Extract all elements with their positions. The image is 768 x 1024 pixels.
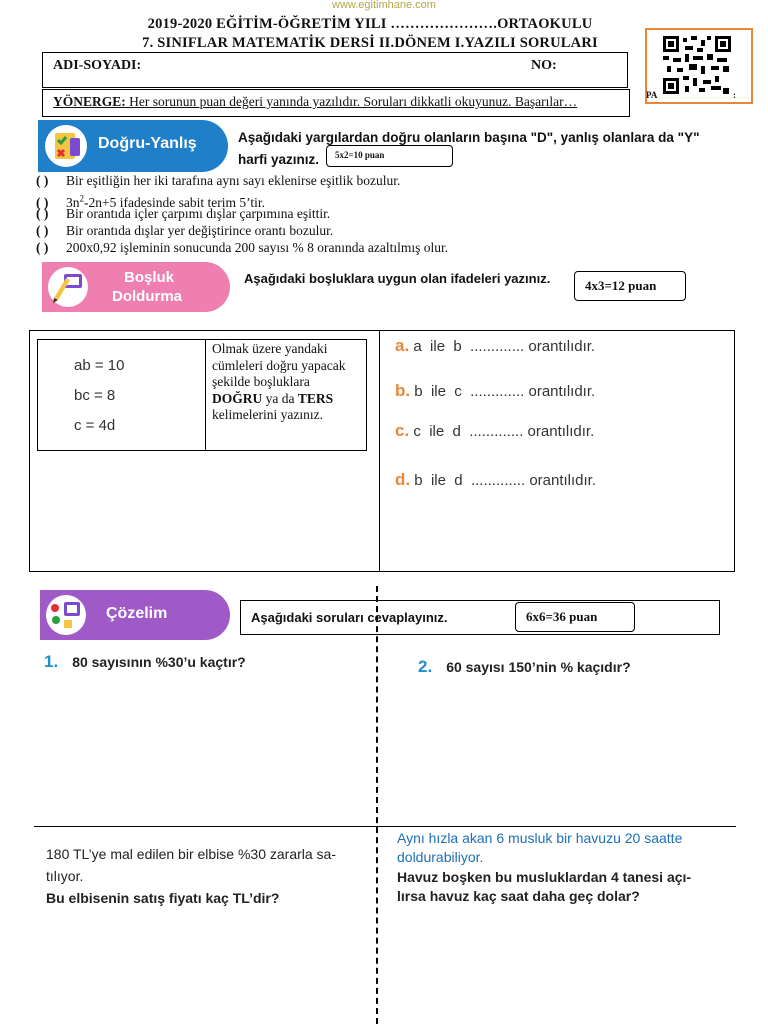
fill-blank-letter: d. xyxy=(395,470,411,489)
directive-box xyxy=(42,89,630,117)
question-4-line: Havuz boşken bu musluklardan 4 tanesi açı- xyxy=(397,869,692,885)
solve-badge xyxy=(40,590,230,640)
question-3 xyxy=(46,843,336,909)
fill-blank-text[interactable]: b ile c ............. orantılıdır. xyxy=(410,383,596,400)
true-false-item xyxy=(36,223,333,240)
fill-blank-item xyxy=(395,336,595,356)
no-label: NO: xyxy=(531,58,557,73)
fill-blank-points xyxy=(574,271,686,301)
fill-blank-letter: b. xyxy=(395,381,411,400)
solve-points-label: 6x6=36 puan xyxy=(526,609,598,624)
equation-note xyxy=(212,341,372,424)
true-false-item-text: Bir orantıda içler çarpımı dışlar çarpımına eşittir. xyxy=(66,206,331,221)
fill-blank-item xyxy=(395,421,594,441)
fill-blank-instruction: Aşağıdaki boşluklara uygun olan ifadeleri yazınız. xyxy=(244,271,551,286)
directive-label: YÖNERGE: xyxy=(53,94,126,109)
note-line xyxy=(212,391,372,408)
directive xyxy=(53,94,577,110)
question-number: 2. xyxy=(418,657,433,676)
qr-code-icon xyxy=(663,36,731,94)
answer-paren[interactable]: ( ) xyxy=(36,223,49,238)
exam-title-line1: 2019-2020 EĞİTİM-ÖĞRETİM YILI ………………….ORTAOKULU xyxy=(147,16,593,32)
fill-blank-divider xyxy=(379,331,380,571)
fill-blank-item xyxy=(395,470,596,490)
question-4-line: doldurabiliyor. xyxy=(397,849,484,865)
site-watermark: www.egitimhane.com xyxy=(332,0,436,11)
checklist-icon xyxy=(44,124,88,168)
solve-badge-label: Çözelim xyxy=(106,605,168,622)
question-4-line: lırsa havuz kaç saat daha geç dolar? xyxy=(397,888,640,904)
fill-blank-badge-label2: Doldurma xyxy=(112,288,183,305)
directive-text: Her sorunun puan değeri yanında yazılıdır. Soruları dikkatli okuyunuz. Başarılar… xyxy=(125,94,578,109)
question-text: 60 sayısı 150’nin % kaçıdır? xyxy=(446,659,631,675)
true-false-item-text: Bir orantıda dışlar yer değiştirince orantı bozulur. xyxy=(66,223,334,238)
question-3-line: Bu elbisenin satış fiyatı kaç TL’dir? xyxy=(46,890,280,906)
note-line: cümleleri doğru yapacak xyxy=(212,357,346,373)
equation: ab = 10 xyxy=(74,357,125,374)
fill-blank-letter: a. xyxy=(395,336,410,355)
note-line: kelimelerini yazınız. xyxy=(212,407,323,422)
fill-blank-text[interactable]: c ile d ............. orantılıdır. xyxy=(409,423,595,440)
equation-table xyxy=(37,339,367,451)
equation: bc = 8 xyxy=(74,387,116,404)
question-4-line: Aynı hızla akan 6 musluk bir havuzu 20 saatte xyxy=(397,830,683,846)
true-false-item xyxy=(36,206,330,223)
true-false-instruction-line1: Aşağıdaki yargılardan doğru olanların başına "D", yanlış olanlara da "Y" xyxy=(238,130,700,145)
solve-instruction-box xyxy=(240,600,720,635)
answer-paren[interactable]: ( ) xyxy=(36,206,49,221)
note-ters: TERS xyxy=(297,390,334,406)
question-1 xyxy=(44,652,246,672)
question-3-line: 180 TL’ye mal edilen bir elbise %30 zararla sa- xyxy=(46,846,337,862)
fill-blank-text[interactable]: a ile b ............. orantılıdır. xyxy=(409,338,596,355)
true-false-instruction-line2: harfi yazınız. xyxy=(238,152,320,167)
qr-colon: : xyxy=(733,90,736,100)
question-number: 1. xyxy=(44,652,59,671)
answer-paren[interactable]: ( ) xyxy=(36,240,49,255)
solve-points xyxy=(515,602,635,632)
solve-instruction: Aşağıdaki soruları cevaplayınız. xyxy=(251,610,448,625)
fill-blank-letter: c. xyxy=(395,421,410,440)
qr-code-box xyxy=(645,28,753,104)
true-false-item xyxy=(36,240,448,257)
fill-blank-item xyxy=(395,381,595,401)
equation: c = 4d xyxy=(74,417,116,434)
qr-caption: PA xyxy=(646,90,658,100)
name-label: ADI-SOYADI: xyxy=(53,58,142,73)
equation-table-divider xyxy=(205,340,206,450)
question-4 xyxy=(397,829,691,906)
center-dashed-divider xyxy=(376,586,378,1024)
fill-blank-text[interactable]: b ile d ............. orantılıdır. xyxy=(410,472,597,489)
fill-blank-badge-label1: Boşluk xyxy=(124,269,175,286)
true-false-item-text: $3n^2-2n+5$ ifadesinde sabit terim 5’tir. xyxy=(66,193,265,210)
note-ya-da: ya da xyxy=(262,390,298,406)
true-false-item-text: 200x0,92 işleminin sonucunda 200 sayısı % 8 oranında azaltılmış olur. xyxy=(66,240,449,255)
true-false-badge-label: Doğru-Yanlış xyxy=(98,135,197,152)
true-false-points-label: 5x2=10 puan xyxy=(335,150,385,160)
true-false-item xyxy=(36,173,400,190)
note-line: şekilde boşluklara xyxy=(212,374,310,389)
fill-blank-badge xyxy=(42,262,230,312)
name-box xyxy=(42,52,628,88)
fill-blank-points-label: 4x3=12 puan xyxy=(585,278,657,293)
answer-paren[interactable]: ( ) xyxy=(36,194,49,210)
true-false-item-text: Bir eşitliğin her iki tarafına aynı sayı eklenirse eşitlik bozulur. xyxy=(66,173,401,188)
note-line: Olmak üzere yandaki xyxy=(212,341,328,356)
true-false-points xyxy=(326,145,453,167)
true-false-badge xyxy=(38,120,228,172)
horizontal-divider xyxy=(34,826,736,827)
question-2 xyxy=(418,657,631,677)
exam-title-line2: 7. SINIFLAR MATEMATİK DERSİ II.DÖNEM I.YAZILI SORULARI xyxy=(142,35,598,51)
question-text: 80 sayısının %30’u kaçtır? xyxy=(72,654,246,670)
puzzle-board-icon xyxy=(44,594,88,636)
question-3-line: tılıyor. xyxy=(46,868,84,884)
note-dogru: DOĞRU xyxy=(212,390,263,406)
pencil-board-icon xyxy=(46,266,90,308)
answer-paren[interactable]: ( ) xyxy=(36,173,49,188)
